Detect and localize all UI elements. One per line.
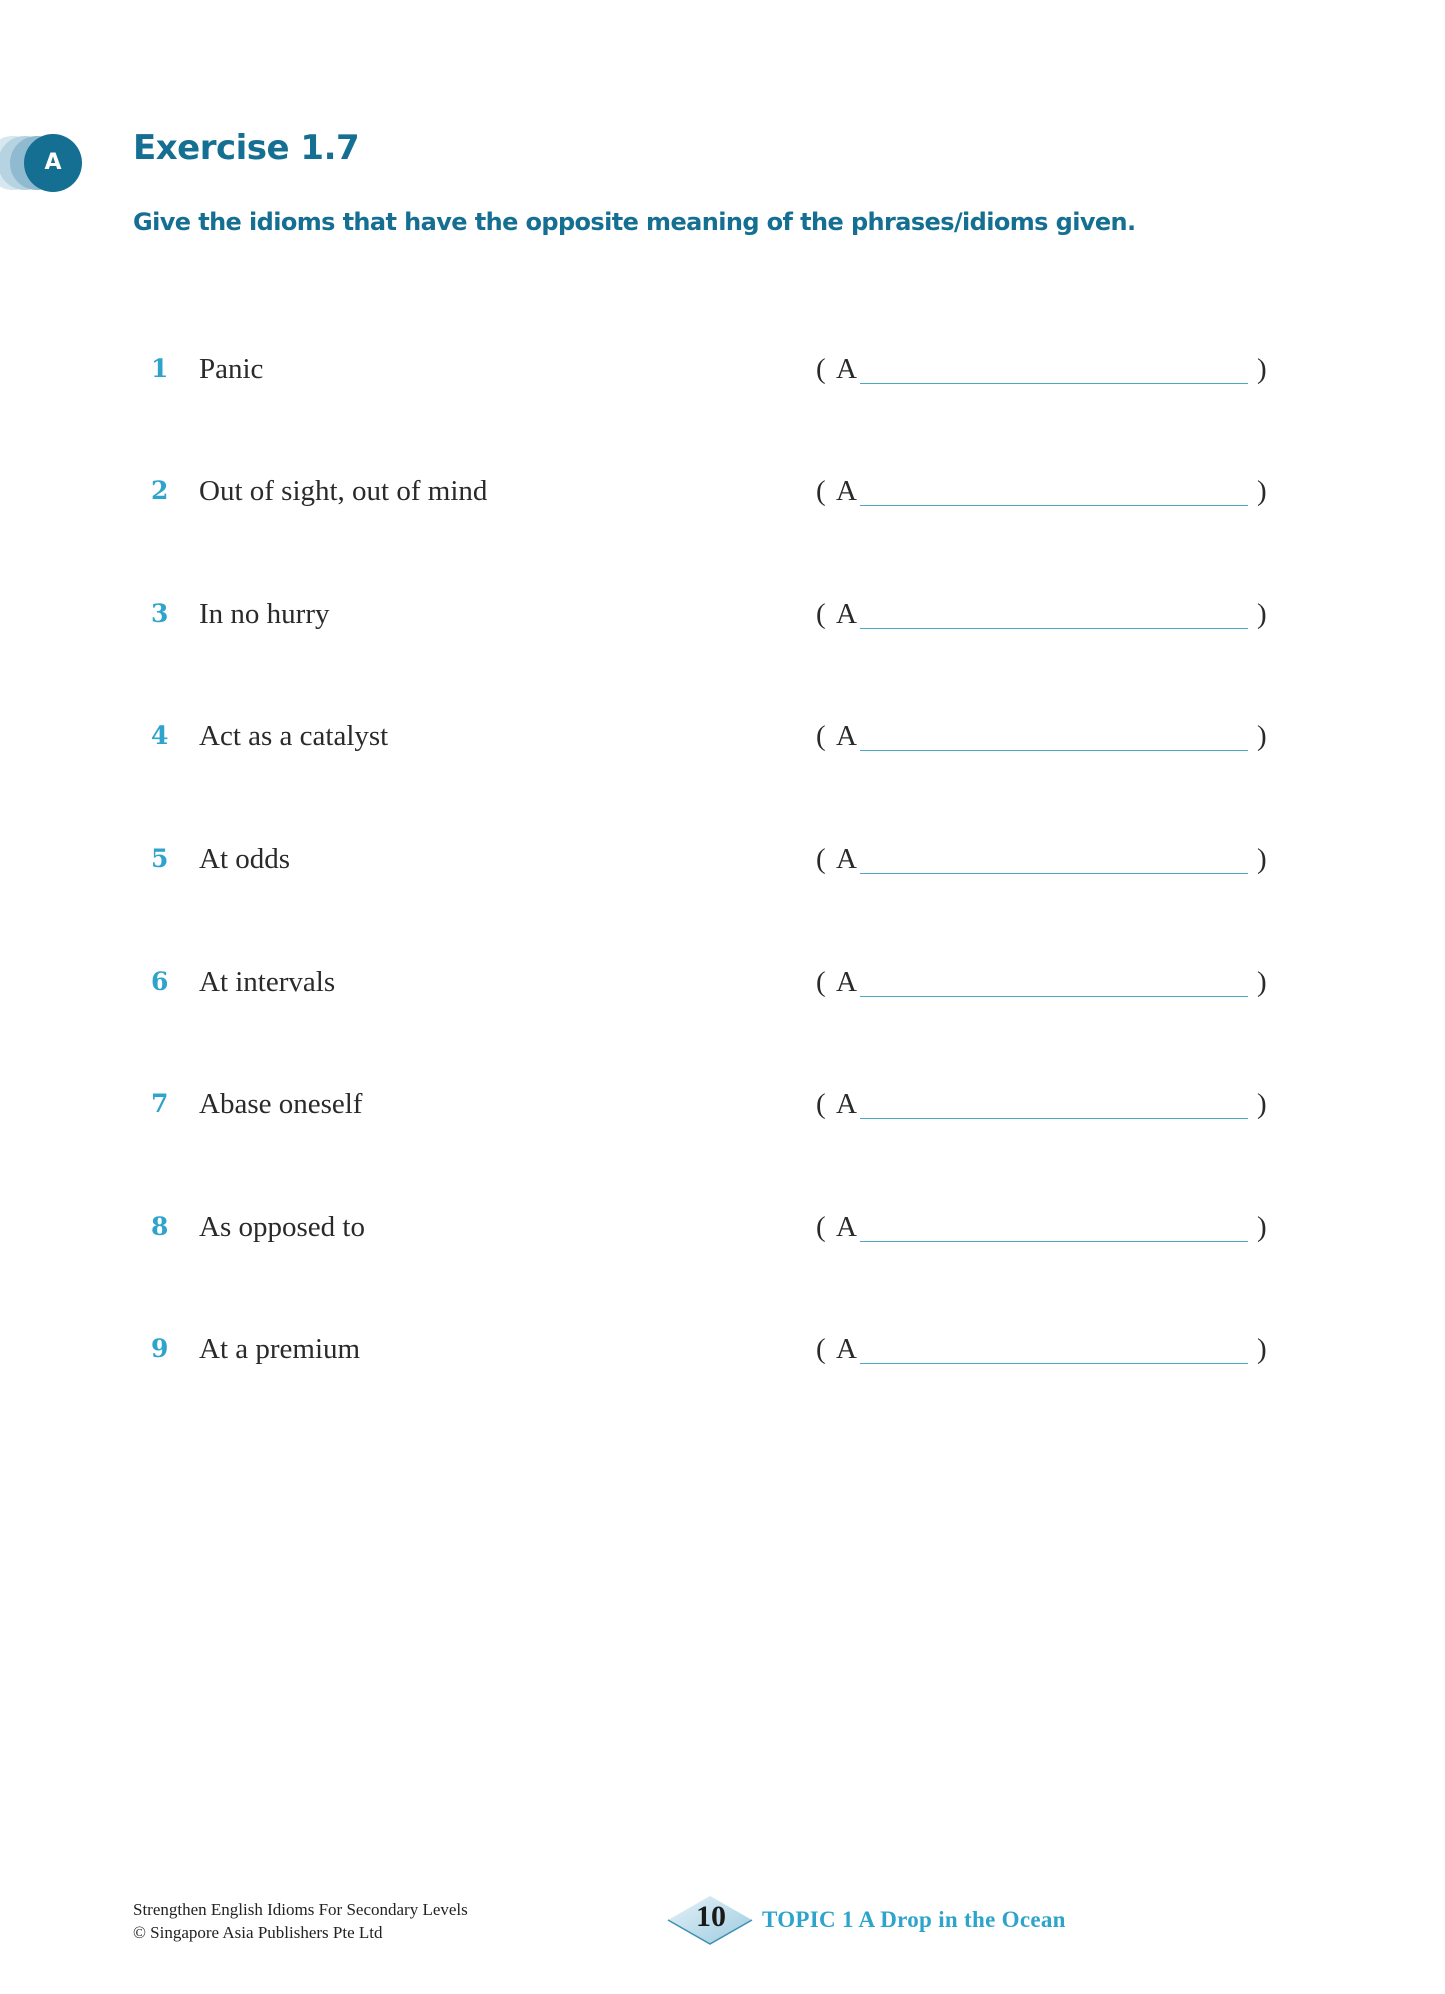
exercise-title: Exercise 1.7 <box>133 128 360 168</box>
question-phrase: In no hurry <box>199 598 330 630</box>
footer-credits <box>133 1898 468 1944</box>
answer-blank-line[interactable] <box>860 996 1248 997</box>
answer-field[interactable] <box>816 843 1266 883</box>
open-bracket: ( <box>816 598 826 630</box>
open-bracket: ( <box>816 843 826 875</box>
exercise-instruction: Give the idioms that have the opposite meaning of the phrases/idioms given. <box>133 208 1136 236</box>
answer-blank-line[interactable] <box>860 1118 1248 1119</box>
close-bracket: ) <box>1257 1211 1267 1243</box>
open-bracket: ( <box>816 1333 826 1365</box>
answer-field[interactable] <box>816 1211 1266 1251</box>
answer-blank-line[interactable] <box>860 873 1248 874</box>
question-number: 6 <box>151 967 169 996</box>
answer-field[interactable] <box>816 598 1266 638</box>
question-row <box>0 836 1445 886</box>
open-bracket: ( <box>816 1088 826 1120</box>
question-number: 4 <box>151 721 169 750</box>
answer-blank-line[interactable] <box>860 628 1248 629</box>
answer-prefix: A <box>836 598 857 630</box>
question-number: 2 <box>151 476 169 505</box>
question-number: 1 <box>151 354 169 383</box>
question-row <box>0 959 1445 1009</box>
question-row <box>0 713 1445 763</box>
close-bracket: ) <box>1257 720 1267 752</box>
answer-field[interactable] <box>816 966 1266 1006</box>
answer-prefix: A <box>836 966 857 998</box>
question-phrase: At intervals <box>199 966 336 998</box>
question-number: 8 <box>151 1212 169 1241</box>
answer-blank-line[interactable] <box>860 1241 1248 1242</box>
copyright: © Singapore Asia Publishers Pte Ltd <box>133 1923 383 1942</box>
question-row <box>0 346 1445 396</box>
answer-prefix: A <box>836 1088 857 1120</box>
question-phrase: Panic <box>199 353 264 385</box>
question-row <box>0 1081 1445 1131</box>
answer-prefix: A <box>836 1211 857 1243</box>
answer-blank-line[interactable] <box>860 750 1248 751</box>
question-phrase: At a premium <box>199 1333 361 1365</box>
answer-field[interactable] <box>816 1088 1266 1128</box>
question-row <box>0 468 1445 518</box>
question-number: 5 <box>151 844 169 873</box>
question-phrase: Act as a catalyst <box>199 720 389 752</box>
question-number: 9 <box>151 1334 169 1363</box>
section-badge <box>0 132 90 194</box>
open-bracket: ( <box>816 475 826 507</box>
question-phrase: Abase oneself <box>199 1088 363 1120</box>
open-bracket: ( <box>816 720 826 752</box>
book-title: Strengthen English Idioms For Secondary Levels <box>133 1900 468 1919</box>
answer-prefix: A <box>836 1333 857 1365</box>
answer-field[interactable] <box>816 475 1266 515</box>
question-phrase: Out of sight, out of mind <box>199 475 488 507</box>
open-bracket: ( <box>816 966 826 998</box>
question-row <box>0 1326 1445 1376</box>
answer-blank-line[interactable] <box>860 1363 1248 1364</box>
answer-prefix: A <box>836 475 857 507</box>
answer-field[interactable] <box>816 720 1266 760</box>
answer-field[interactable] <box>816 1333 1266 1373</box>
question-row <box>0 1204 1445 1254</box>
question-phrase: As opposed to <box>199 1211 365 1243</box>
question-phrase: At odds <box>199 843 291 875</box>
close-bracket: ) <box>1257 1333 1267 1365</box>
answer-blank-line[interactable] <box>860 505 1248 506</box>
question-number: 7 <box>151 1089 169 1118</box>
topic-label: TOPIC 1 A Drop in the Ocean <box>762 1907 1066 1932</box>
close-bracket: ) <box>1257 598 1267 630</box>
close-bracket: ) <box>1257 353 1267 385</box>
open-bracket: ( <box>816 1211 826 1243</box>
answer-prefix: A <box>836 720 857 752</box>
answer-prefix: A <box>836 353 857 385</box>
close-bracket: ) <box>1257 1088 1267 1120</box>
answer-field[interactable] <box>816 353 1266 393</box>
close-bracket: ) <box>1257 966 1267 998</box>
question-number: 3 <box>151 599 169 628</box>
page-number: 10 <box>696 1900 726 1933</box>
answer-blank-line[interactable] <box>860 383 1248 384</box>
section-letter: A <box>24 134 82 192</box>
close-bracket: ) <box>1257 475 1267 507</box>
close-bracket: ) <box>1257 843 1267 875</box>
open-bracket: ( <box>816 353 826 385</box>
question-row <box>0 591 1445 641</box>
answer-prefix: A <box>836 843 857 875</box>
